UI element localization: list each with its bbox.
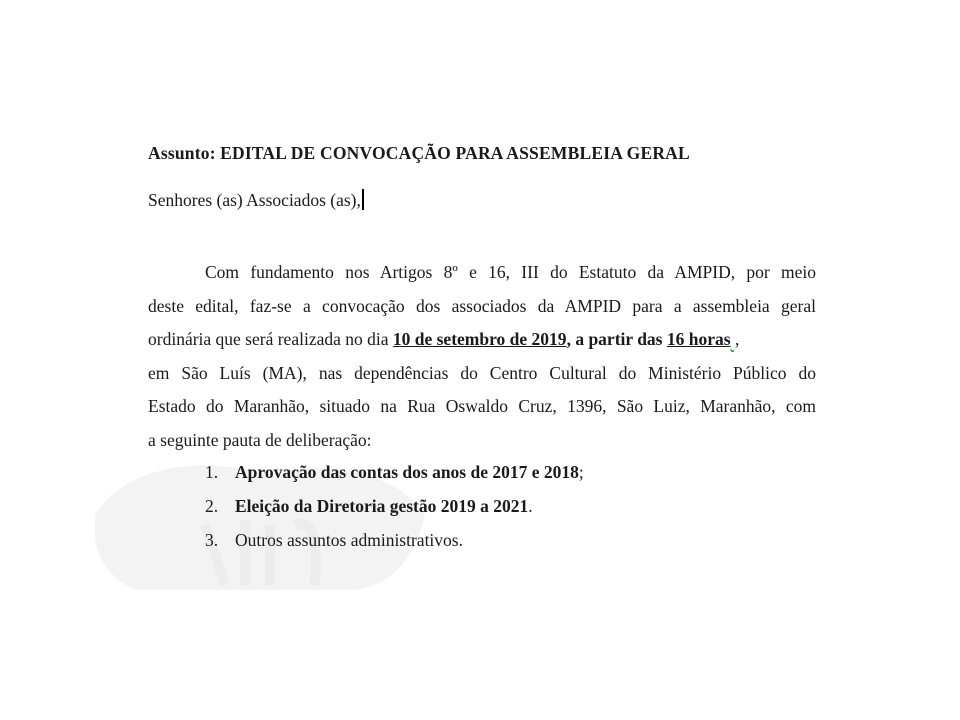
agenda-number: 2.: [205, 496, 219, 516]
line3-pre: ordinária que será realizada no dia: [148, 329, 393, 349]
agenda-list: [205, 455, 584, 557]
agenda-item-1: [205, 455, 584, 489]
grammar-mark: ,: [730, 329, 740, 349]
meeting-hour: 16 horas: [666, 329, 731, 349]
agenda-number: 1.: [205, 462, 219, 482]
agenda-suffix: ;: [578, 462, 584, 482]
greeting: [148, 189, 364, 211]
paragraph-line-5: Estado do Maranhão, situado na Rua Oswaldo Cruz, 1396, São Luiz, Maranhão, com: [148, 396, 816, 416]
agenda-number: 3.: [205, 530, 219, 550]
paragraph-line-6: a seguinte pauta de deliberação:: [148, 429, 372, 450]
text-cursor: [362, 189, 364, 210]
agenda-suffix: .: [528, 496, 533, 516]
subject-label: Assunto:: [148, 143, 216, 163]
paragraph-line-3: [148, 323, 816, 357]
line3-mid: , a partir das: [566, 329, 667, 349]
agenda-text: Aprovação das contas dos anos de 2017 e 2018: [235, 462, 579, 482]
meeting-date: 10 de setembro de 2019: [392, 329, 567, 349]
agenda-text: Outros assuntos administrativos.: [235, 530, 463, 550]
body-paragraph: [148, 256, 816, 457]
paragraph-line-1: Com fundamento nos Artigos 8º e 16, III do Estatuto da AMPID, por meio: [205, 262, 816, 282]
agenda-item-3: [205, 523, 584, 557]
agenda-item-2: [205, 489, 584, 523]
subject-title: EDITAL DE CONVOCAÇÃO PARA ASSEMBLEIA GERAL: [220, 143, 690, 163]
subject-line: [148, 143, 690, 164]
greeting-text: Senhores (as) Associados (as),: [148, 190, 361, 210]
paragraph-line-2: deste edital, faz-se a convocação dos associados da AMPID para a assembleia geral: [148, 295, 816, 316]
paragraph-line-4: em São Luís (MA), nas dependências do Centro Cultural do Ministério Público do: [148, 362, 816, 383]
agenda-text: Eleição da Diretoria gestão 2019 a 2021: [235, 496, 529, 516]
